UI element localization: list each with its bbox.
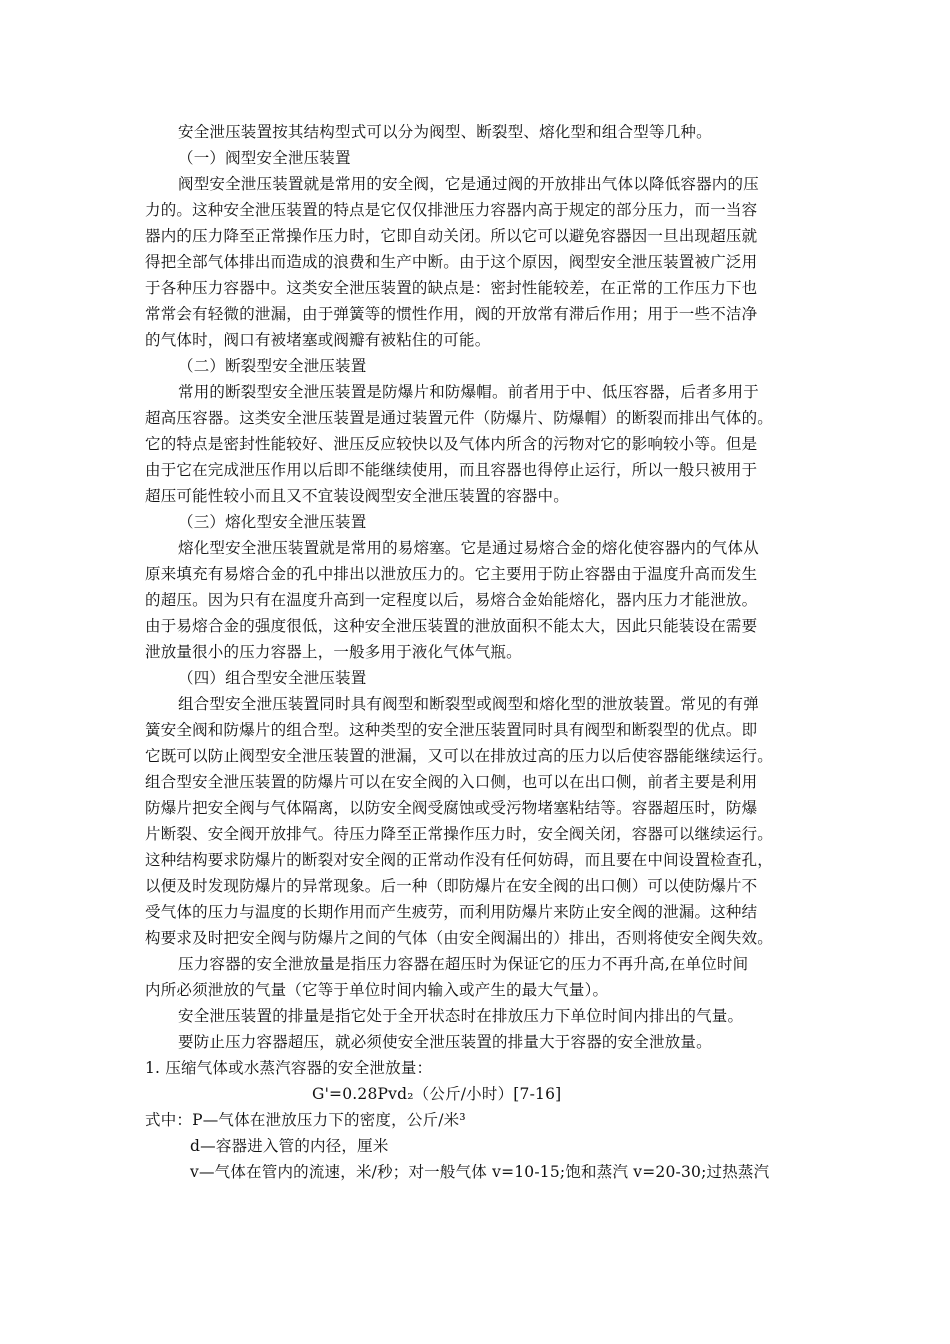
paragraph-line: 原来填充有易熔合金的孔中排出以泄放压力的。它主要用于防止容器由于温度升高而发生 (145, 565, 758, 583)
paragraph-line: 它的特点是密封性能较好、泄压反应较快以及气体内所含的污物对它的影响较小等。但是 (145, 435, 758, 453)
section-heading-rupture: （二）断裂型安全泄压装置 (178, 357, 367, 375)
paragraph-line: 力的。这种安全泄压装置的特点是它仅仅排泄压力容器内高于规定的部分压力，而一当容 (145, 201, 758, 219)
paragraph-line: 常用的断裂型安全泄压装置是防爆片和防爆帽。前者用于中、低压容器，后者多用于 (178, 383, 759, 401)
paragraph-line: 内所必须泄放的气量（它等于单位时间内输入或产生的最大气量）。 (145, 981, 609, 999)
paragraph-line: 由于它在完成泄压作用以后即不能继续使用，而且容器也得停止运行，所以一般只被用于 (145, 461, 758, 479)
paragraph-line: 器内的压力降至正常操作压力时，它即自动关闭。所以它可以避免容器因一旦出现超压就 (145, 227, 758, 245)
paragraph-line: 由于易熔合金的强度很低，这种安全泄压装置的泄放面积不能太大，因此只能装设在需要 (145, 617, 758, 635)
paragraph-line: 受气体的压力与温度的长期作用而产生疲劳，而利用防爆片来防止安全阀的泄漏。这种结 (145, 903, 758, 921)
paragraph-line: 阀型安全泄压装置就是常用的安全阀，它是通过阀的开放排出气体以降低容器内的压 (178, 175, 759, 193)
paragraph-line: 于各种压力容器中。这类安全泄压装置的缺点是：密封性能较差，在正常的工作压力下也 (145, 279, 758, 297)
paragraph-line: 组合型安全泄压装置同时具有阀型和断裂型或阀型和熔化型的泄放装置。常见的有弹 (178, 695, 759, 713)
paragraph-line: 要防止压力容器超压，就必须使安全泄压装置的排量大于容器的安全泄放量。 (178, 1033, 712, 1051)
paragraph-line: 簧安全阀和防爆片的组合型。这种类型的安全泄压装置同时具有阀型和断裂型的优点。即 (145, 721, 758, 739)
paragraph-line: 得把全部气体排出而造成的浪费和生产中断。由于这个原因，阀型安全泄压装置被广泛用 (145, 253, 758, 271)
paragraph-line: 片断裂、安全阀开放排气。待压力降至正常操作压力时，安全阀关闭，容器可以继续运行。 (145, 825, 774, 843)
paragraph-line: 超压可能性较小而且又不宜装设阀型安全泄压装置的容器中。 (145, 487, 569, 505)
paragraph-line: 的超压。因为只有在温度升高到一定程度以后，易熔合金始能熔化，器内压力才能泄放。 (145, 591, 758, 609)
section-heading-combined: （四）组合型安全泄压装置 (178, 669, 367, 687)
paragraph-line: 常常会有轻微的泄漏，由于弹簧等的惯性作用，阀的开放常有滞后作用；用于一些不洁净 (145, 305, 758, 323)
paragraph-line: 安全泄压装置的排量是指它处于全开状态时在排放压力下单位时间内排出的气量。 (178, 1007, 744, 1025)
numbered-item-1: 1. 压缩气体或水蒸汽容器的安全泄放量： (145, 1059, 433, 1077)
paragraph-line: 这种结构要求防爆片的断裂对安全阀的正常动作没有任何妨碍，而且要在中间设置检查孔， (145, 851, 774, 869)
paragraph-line: 泄放量很小的压力容器上，一般多用于液化气体气瓶。 (145, 643, 522, 661)
paragraph-line: 构要求及时把安全阀与防爆片之间的气体（由安全阀漏出的）排出，否则将使安全阀失效。 (145, 929, 774, 947)
formula-safety-discharge: G'=0.28Pvd₂（公斤/小时）[7-16] (312, 1085, 562, 1103)
formula-legend-p: 式中：P—气体在泄放压力下的密度，公斤/米³ (145, 1111, 466, 1129)
formula-legend-v: v—气体在管内的流速，米/秒；对一般气体 v=10-15;饱和蒸汽 v=20-30;过热蒸汽 (190, 1163, 770, 1181)
paragraph-line: 组合型安全泄压装置的防爆片可以在安全阀的入口侧，也可以在出口侧，前者主要是利用 (145, 773, 758, 791)
paragraph-line: 熔化型安全泄压装置就是常用的易熔塞。它是通过易熔合金的熔化使容器内的气体从 (178, 539, 759, 557)
formula-legend-d: d—容器进入管的内径，厘米 (190, 1137, 389, 1155)
paragraph-line: 它既可以防止阀型安全泄压装置的泄漏，又可以在排放过高的压力以后使容器能继续运行。 (145, 747, 774, 765)
section-heading-fusible: （三）熔化型安全泄压装置 (178, 513, 367, 531)
paragraph-line: 防爆片把安全阀与气体隔离，以防安全阀受腐蚀或受污物堵塞粘结等。容器超压时，防爆 (145, 799, 758, 817)
paragraph-line: 以便及时发现防爆片的异常现象。后一种（即防爆片在安全阀的出口侧）可以使防爆片不 (145, 877, 758, 895)
intro-line: 安全泄压装置按其结构型式可以分为阀型、断裂型、熔化型和组合型等几种。 (178, 123, 712, 141)
paragraph-line: 的气体时，阀口有被堵塞或阀瓣有被粘住的可能。 (145, 331, 491, 349)
paragraph-line: 超高压容器。这类安全泄压装置是通过装置元件（防爆片、防爆帽）的断裂而排出气体的。 (145, 409, 774, 427)
paragraph-line: 压力容器的安全泄放量是指压力容器在超压时为保证它的压力不再升高,在单位时间 (178, 955, 749, 973)
section-heading-valve: （一）阀型安全泄压装置 (178, 149, 351, 167)
